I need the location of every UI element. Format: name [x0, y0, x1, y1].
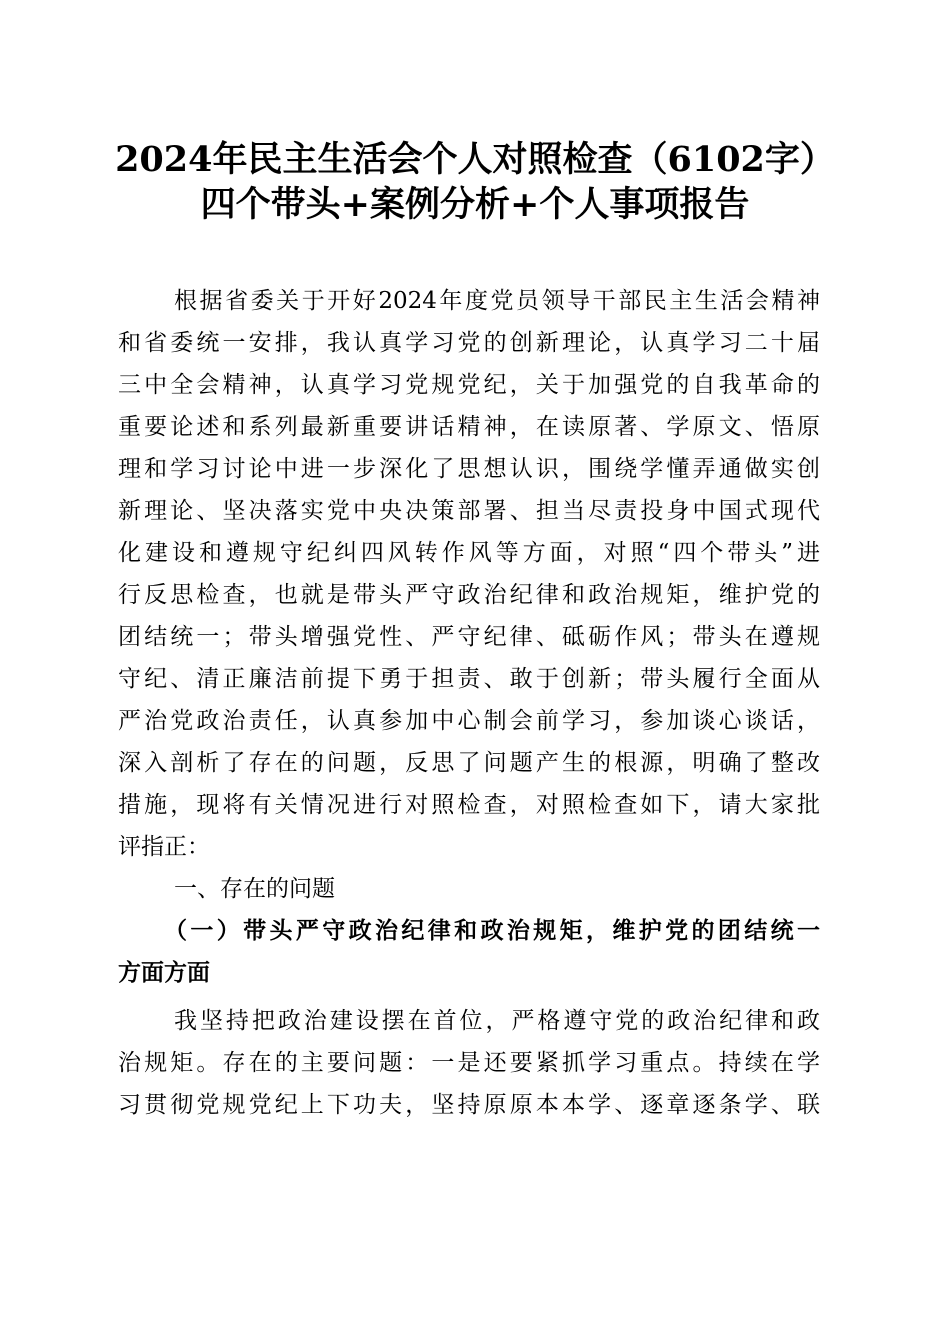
text-line: 新理论、坚决落实党中央决策部署、担当尽责投身中国式现代: [118, 498, 820, 524]
text-line: 方面方面: [118, 959, 210, 986]
paragraph-intro: [118, 280, 820, 868]
text-line: 根据省委关于开好2024年度党员领导干部民主生活会精神: [174, 288, 820, 314]
text-line: 习贯彻党规党纪上下功夫，坚持原原本本学、逐章逐条学、联: [118, 1092, 820, 1118]
document-title-line1: 2024年民主生活会个人对照检查（6102字）: [115, 139, 835, 180]
text-line: 化建设和遵规守纪纠四风转作风等方面，对照“四个带头”进: [118, 540, 820, 566]
text-line: （一）带头严守政治纪律和政治规矩，维护党的团结统一: [164, 917, 820, 944]
text-line: 三中全会精神，认真学习党规党纪，关于加强党的自我革命的: [118, 372, 820, 398]
text-line: 措施，现将有关情况进行对照检查，对照检查如下，请大家批: [118, 792, 820, 818]
text-line: 重要论述和系列最新重要讲话精神，在读原著、学原文、悟原: [118, 414, 820, 440]
document-title-line2: 四个带头+案例分析+个人事项报告: [200, 184, 750, 225]
text-line: 团结统一；带头增强党性、严守纪律、砥砺作风；带头在遵规: [118, 624, 820, 650]
text-line: 严治党政治责任，认真参加中心制会前学习，参加谈心谈话，: [118, 708, 820, 734]
text-line: 行反思检查，也就是带头严守政治纪律和政治规矩，维护党的: [118, 582, 820, 608]
section-heading: 一、存在的问题: [174, 876, 335, 902]
text-line: 理和学习讨论中进一步深化了思想认识，围绕学懂弄通做实创: [118, 456, 820, 482]
paragraph-issues: [118, 1000, 820, 1126]
text-line: 和省委统一安排，我认真学习党的创新理论，认真学习二十届: [118, 330, 820, 356]
text-line: 治规矩。存在的主要问题：一是还要紧抓学习重点。持续在学: [118, 1050, 820, 1076]
text-line: 我坚持把政治建设摆在首位，严格遵守党的政治纪律和政: [174, 1008, 820, 1034]
subsection-heading: [118, 910, 820, 994]
text-line: 深入剖析了存在的问题，反思了问题产生的根源，明确了整改: [118, 750, 820, 776]
text-line: 评指正：: [118, 834, 210, 860]
document-body: [118, 280, 820, 1126]
text-line: 守纪、清正廉洁前提下勇于担责、敢于创新；带头履行全面从: [118, 666, 820, 692]
